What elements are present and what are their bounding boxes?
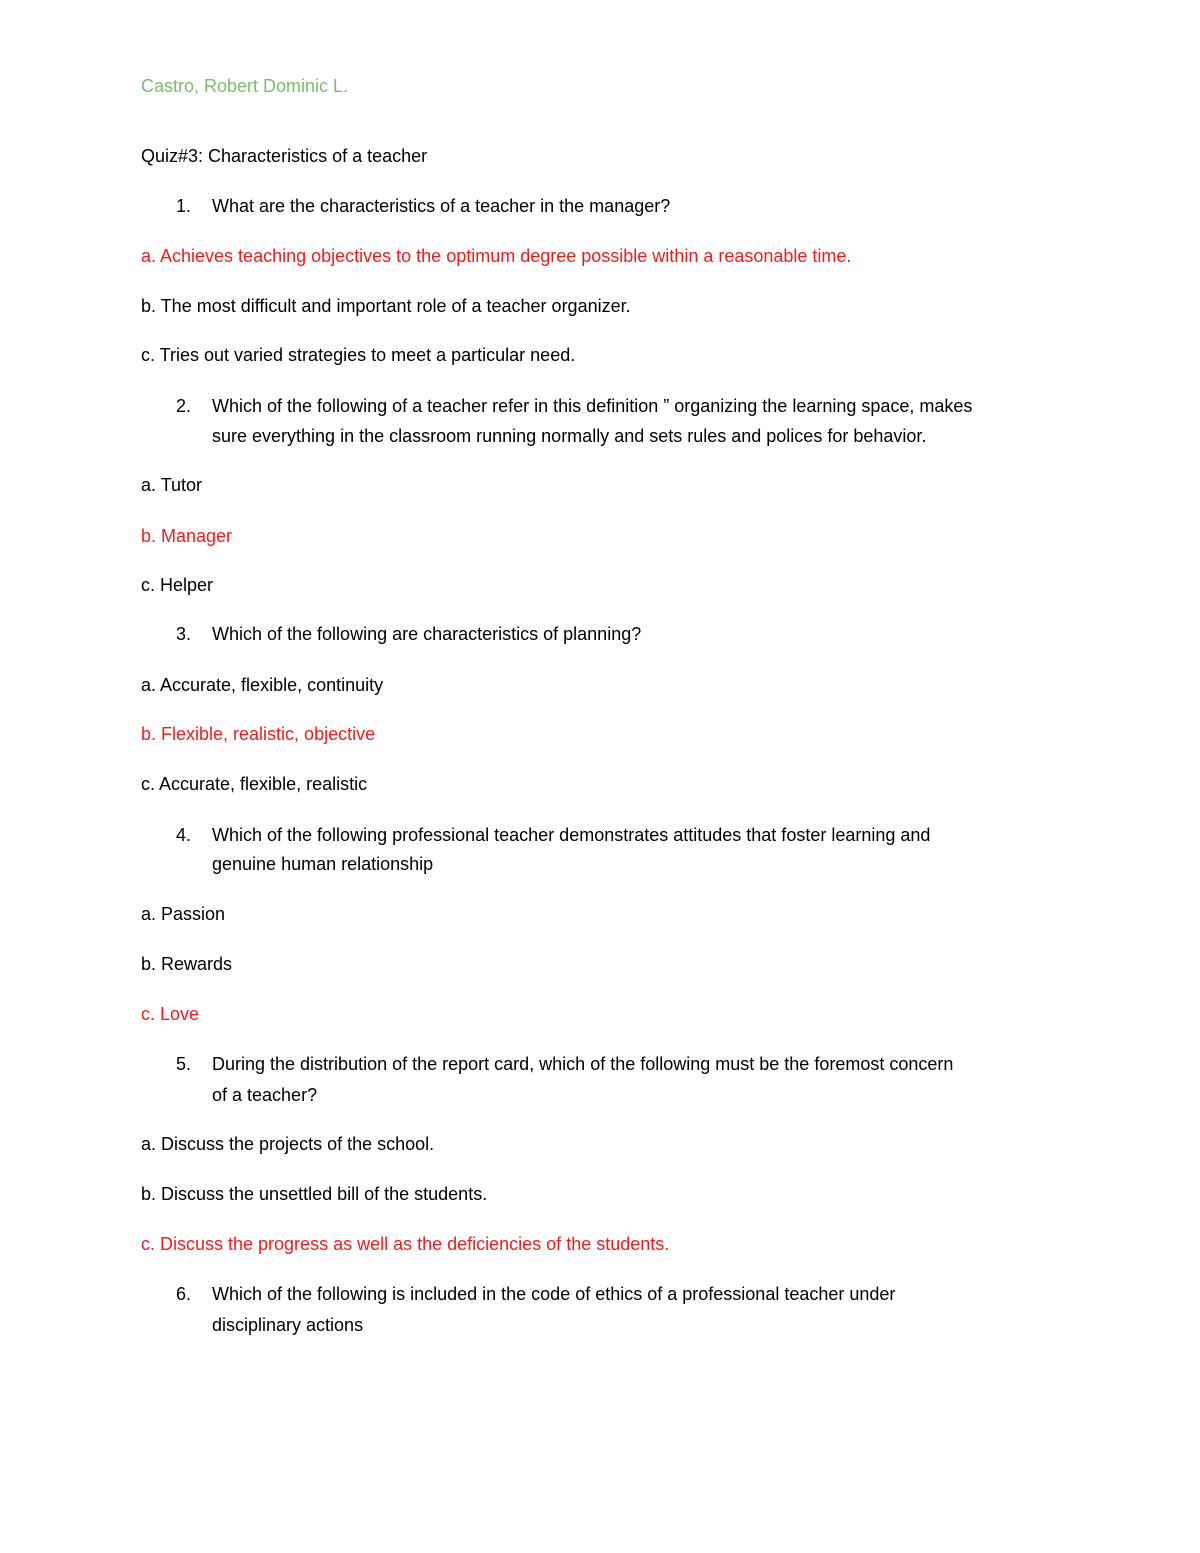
- question-number: 6.: [176, 1284, 192, 1304]
- question-number: 4.: [176, 825, 192, 845]
- question-4-text-cont: genuine human relationship: [212, 854, 434, 874]
- question-text: What are the characteristics of a teacher in the manager?: [212, 196, 671, 216]
- question-2: [176, 395, 972, 417]
- question-1-option-c: c. Tries out varied strategies to meet a particular need.: [141, 345, 576, 365]
- question-3: [176, 623, 641, 645]
- question-number: 1.: [176, 196, 192, 216]
- question-6: [176, 1283, 895, 1305]
- question-6-text-cont: disciplinary actions: [212, 1315, 364, 1335]
- question-2-text-cont: sure everything in the classroom running normally and sets rules and polices for behavior.: [212, 426, 927, 446]
- question-4: [176, 824, 930, 846]
- question-4-option-a: a. Passion: [141, 904, 226, 924]
- question-5-option-b: b. Discuss the unsettled bill of the students.: [141, 1184, 488, 1204]
- question-text: Which of the following of a teacher refer in this definition ” organizing the learning space, makes: [212, 396, 973, 416]
- question-5: [176, 1053, 953, 1075]
- question-5-option-a: a. Discuss the projects of the school.: [141, 1134, 435, 1154]
- question-1-option-b: b. The most difficult and important role of a teacher organizer.: [141, 296, 631, 316]
- question-1-option-a: a. Achieves teaching objectives to the optimum degree possible within a reasonable time.: [141, 246, 852, 266]
- question-1: [176, 195, 670, 217]
- question-number: 2.: [176, 396, 192, 416]
- question-4-option-b: b. Rewards: [141, 954, 233, 974]
- quiz-title: Quiz#3: Characteristics of a teacher: [141, 146, 428, 166]
- question-3-option-a: a. Accurate, flexible, continuity: [141, 675, 384, 695]
- question-3-option-b: b. Flexible, realistic, objective: [141, 724, 376, 744]
- author-name: Castro, Robert Dominic L.: [141, 76, 349, 96]
- question-text: During the distribution of the report card, which of the following must be the foremost concern: [212, 1054, 954, 1074]
- question-2-option-c: c. Helper: [141, 575, 214, 595]
- question-2-option-a: a. Tutor: [141, 475, 203, 495]
- question-5-text-cont: of a teacher?: [212, 1085, 318, 1105]
- question-text: Which of the following are characteristics of planning?: [212, 624, 642, 644]
- question-2-option-b: b. Manager: [141, 526, 233, 546]
- question-text: Which of the following professional teacher demonstrates attitudes that foster learning and: [212, 825, 931, 845]
- question-3-option-c: c. Accurate, flexible, realistic: [141, 774, 368, 794]
- question-number: 5.: [176, 1054, 192, 1074]
- question-number: 3.: [176, 624, 192, 644]
- question-text: Which of the following is included in the code of ethics of a professional teacher under: [212, 1284, 896, 1304]
- question-5-option-c: c. Discuss the progress as well as the deficiencies of the students.: [141, 1234, 670, 1254]
- question-4-option-c: c. Love: [141, 1004, 200, 1024]
